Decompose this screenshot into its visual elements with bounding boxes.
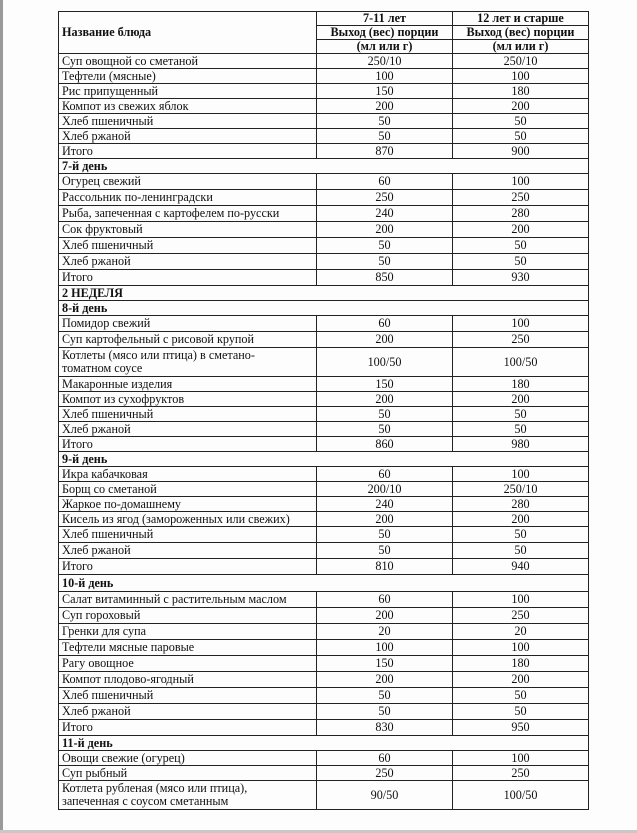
unit-header-1: (мл или г): [317, 40, 453, 54]
table-row: [59, 640, 589, 656]
portion-7-11: 50: [317, 543, 453, 559]
table-row: [59, 407, 589, 422]
table-row: [59, 608, 589, 624]
portion-12-plus: 50: [453, 254, 589, 270]
portion-7-11: 50: [317, 238, 453, 254]
table-row: [59, 392, 589, 407]
portion-12-plus: 100: [453, 751, 589, 766]
dish-name: Тефтели (мясные): [59, 69, 317, 84]
portion-7-11: 100: [317, 69, 453, 84]
portion-7-11: 50: [317, 688, 453, 704]
portion-7-11: 50: [317, 422, 453, 437]
dish-name: Хлеб пшеничный: [59, 114, 317, 129]
total-row: [59, 437, 589, 452]
portion-12-plus: 20: [453, 624, 589, 640]
header-row: [59, 12, 589, 26]
table-row: [59, 781, 589, 810]
portion-12-plus: 180: [453, 377, 589, 392]
portion-12-plus: 250: [453, 608, 589, 624]
portion-7-11: 200: [317, 392, 453, 407]
day-title: 9-й день: [59, 452, 589, 467]
day-title: 8-й день: [59, 301, 589, 316]
dish-name-line-2: запеченная с соусом сметанным: [62, 794, 229, 808]
total-row: [59, 720, 589, 736]
dish-name: Компот плодово-ягодный: [59, 672, 317, 688]
table-row: [59, 69, 589, 84]
total-7-11: 810: [317, 559, 453, 575]
portion-12-plus: 250: [453, 332, 589, 348]
portion-12-plus: 280: [453, 206, 589, 222]
portion-12-plus: 50: [453, 129, 589, 144]
dish-name: Огурец свежий: [59, 174, 317, 190]
portion-12-plus: 50: [453, 422, 589, 437]
table-row: [59, 238, 589, 254]
total-12-plus: 980: [453, 437, 589, 452]
section-row: [59, 286, 589, 301]
portion-7-11: 250/10: [317, 54, 453, 69]
dish-name: Рыба, запеченная с картофелем по-русски: [59, 206, 317, 222]
dish-name: Салат витаминный с растительным маслом: [59, 592, 317, 608]
dish-name: Суп рыбный: [59, 766, 317, 781]
portion-12-plus: 200: [453, 392, 589, 407]
dish-name: Компот из свежих яблок: [59, 99, 317, 114]
dish-name: Жаркое по-домашнему: [59, 497, 317, 512]
total-label: Итого: [59, 559, 317, 575]
menu-table: [58, 11, 589, 810]
table-row: [59, 99, 589, 114]
portion-7-11: 200: [317, 222, 453, 238]
portion-7-11: 200: [317, 608, 453, 624]
table-row: [59, 751, 589, 766]
portion-header-2: Выход (вес) порции: [453, 26, 589, 40]
dish-name-line-1: Котлета рубленая (мясо или птица),: [62, 781, 248, 795]
total-label: Итого: [59, 437, 317, 452]
week-title: 2 НЕДЕЛЯ: [59, 286, 589, 301]
dish-name: Тефтели мясные паровые: [59, 640, 317, 656]
dish-name: Хлеб пшеничный: [59, 407, 317, 422]
dish-name: Хлеб ржаной: [59, 704, 317, 720]
portion-12-plus: 280: [453, 497, 589, 512]
dish-name: Суп овощной со сметаной: [59, 54, 317, 69]
day-title: 10-й день: [59, 575, 589, 592]
total-row: [59, 559, 589, 575]
unit-header-2: (мл или г): [453, 40, 589, 54]
portion-7-11: 60: [317, 467, 453, 482]
total-7-11: 850: [317, 270, 453, 286]
dish-name-line-1: Котлеты (мясо или птица) в сметано-: [62, 348, 255, 362]
portion-7-11: 20: [317, 624, 453, 640]
portion-7-11: 150: [317, 656, 453, 672]
portion-7-11: 50: [317, 254, 453, 270]
age-group-2-header: 12 лет и старше: [453, 12, 589, 26]
portion-12-plus: 50: [453, 407, 589, 422]
table-row: [59, 54, 589, 69]
portion-7-11: 150: [317, 84, 453, 99]
section-row: [59, 301, 589, 316]
table-row: [59, 254, 589, 270]
portion-12-plus: 200: [453, 99, 589, 114]
portion-7-11: 200: [317, 332, 453, 348]
portion-12-plus: 100/50: [453, 348, 589, 377]
portion-12-plus: 250: [453, 190, 589, 206]
dish-name: Рис припущенный: [59, 84, 317, 99]
portion-12-plus: 50: [453, 543, 589, 559]
portion-7-11: 240: [317, 206, 453, 222]
age-group-1-header: 7-11 лет: [317, 12, 453, 26]
table-row: [59, 656, 589, 672]
table-row: [59, 766, 589, 781]
table-row: [59, 84, 589, 99]
portion-7-11: 50: [317, 527, 453, 543]
dish-name: Рассольник по-ленинградски: [59, 190, 317, 206]
table-row: [59, 704, 589, 720]
total-row: [59, 144, 589, 159]
dish-name: Рагу овощное: [59, 656, 317, 672]
total-row: [59, 270, 589, 286]
section-row: [59, 575, 589, 592]
day-title: 11-й день: [59, 736, 589, 751]
portion-12-plus: 250/10: [453, 482, 589, 497]
table-row: [59, 467, 589, 482]
dish-name: Хлеб ржаной: [59, 254, 317, 270]
page-left-edge: [0, 0, 3, 833]
portion-7-11: 60: [317, 751, 453, 766]
dish-name: Овощи свежие (огурец): [59, 751, 317, 766]
portion-7-11: 50: [317, 407, 453, 422]
total-12-plus: 900: [453, 144, 589, 159]
portion-7-11: 150: [317, 377, 453, 392]
dish-name: Макаронные изделия: [59, 377, 317, 392]
dish-name: Суп гороховый: [59, 608, 317, 624]
portion-7-11: 250: [317, 766, 453, 781]
table-row: [59, 174, 589, 190]
portion-7-11: 200: [317, 512, 453, 527]
portion-12-plus: 50: [453, 238, 589, 254]
portion-7-11: 90/50: [317, 781, 453, 810]
portion-12-plus: 50: [453, 527, 589, 543]
portion-12-plus: 100/50: [453, 781, 589, 810]
portion-12-plus: 50: [453, 114, 589, 129]
portion-12-plus: 200: [453, 672, 589, 688]
table-row: [59, 206, 589, 222]
portion-12-plus: 100: [453, 316, 589, 332]
dish-name: Борщ со сметаной: [59, 482, 317, 497]
dish-name: Сок фруктовый: [59, 222, 317, 238]
day-title: 7-й день: [59, 159, 589, 174]
table-row: [59, 482, 589, 497]
table-row: [59, 527, 589, 543]
total-7-11: 860: [317, 437, 453, 452]
total-label: Итого: [59, 270, 317, 286]
table-row: [59, 543, 589, 559]
total-12-plus: 950: [453, 720, 589, 736]
portion-12-plus: 100: [453, 467, 589, 482]
portion-12-plus: 100: [453, 640, 589, 656]
portion-12-plus: 200: [453, 512, 589, 527]
portion-12-plus: 50: [453, 704, 589, 720]
table-row: [59, 222, 589, 238]
dish-name: Икра кабачковая: [59, 467, 317, 482]
portion-7-11: 50: [317, 114, 453, 129]
dish-name: Суп картофельный с рисовой крупой: [59, 332, 317, 348]
portion-7-11: 50: [317, 704, 453, 720]
dish-name-header: Название блюда: [59, 12, 317, 54]
table-row: [59, 377, 589, 392]
portion-12-plus: 200: [453, 222, 589, 238]
total-label: Итого: [59, 720, 317, 736]
table-row: [59, 422, 589, 437]
table-row: [59, 114, 589, 129]
portion-header-1: Выход (вес) порции: [317, 26, 453, 40]
portion-12-plus: 180: [453, 84, 589, 99]
dish-name: Компот из сухофруктов: [59, 392, 317, 407]
portion-12-plus: 180: [453, 656, 589, 672]
section-row: [59, 159, 589, 174]
table-row: [59, 316, 589, 332]
portion-12-plus: 250: [453, 766, 589, 781]
table-row: [59, 497, 589, 512]
dish-name: [59, 781, 317, 810]
portion-12-plus: 100: [453, 592, 589, 608]
table-row: [59, 190, 589, 206]
portion-7-11: 60: [317, 592, 453, 608]
table-row: [59, 348, 589, 377]
total-12-plus: 940: [453, 559, 589, 575]
table-row: [59, 129, 589, 144]
table-row: [59, 688, 589, 704]
portion-7-11: 100/50: [317, 348, 453, 377]
table-row: [59, 672, 589, 688]
section-row: [59, 736, 589, 751]
dish-name: Хлеб ржаной: [59, 543, 317, 559]
dish-name: Помидор свежий: [59, 316, 317, 332]
portion-12-plus: 50: [453, 688, 589, 704]
portion-7-11: 250: [317, 190, 453, 206]
total-label: Итого: [59, 144, 317, 159]
table-row: [59, 592, 589, 608]
portion-12-plus: 100: [453, 174, 589, 190]
table-row: [59, 512, 589, 527]
total-7-11: 870: [317, 144, 453, 159]
portion-7-11: 200: [317, 99, 453, 114]
portion-7-11: 200/10: [317, 482, 453, 497]
section-row: [59, 452, 589, 467]
dish-name: Хлеб пшеничный: [59, 238, 317, 254]
dish-name: Гренки для супа: [59, 624, 317, 640]
portion-7-11: 200: [317, 672, 453, 688]
portion-7-11: 240: [317, 497, 453, 512]
portion-7-11: 60: [317, 316, 453, 332]
portion-7-11: 100: [317, 640, 453, 656]
total-12-plus: 930: [453, 270, 589, 286]
portion-12-plus: 250/10: [453, 54, 589, 69]
portion-7-11: 50: [317, 129, 453, 144]
total-7-11: 830: [317, 720, 453, 736]
table-row: [59, 332, 589, 348]
dish-name-line-2: томатном соусе: [62, 361, 143, 375]
dish-name: Хлеб пшеничный: [59, 527, 317, 543]
portion-12-plus: 100: [453, 69, 589, 84]
portion-7-11: 60: [317, 174, 453, 190]
table-row: [59, 624, 589, 640]
dish-name: Хлеб ржаной: [59, 129, 317, 144]
dish-name: Кисель из ягод (замороженных или свежих): [59, 512, 317, 527]
dish-name: [59, 348, 317, 377]
dish-name: Хлеб пшеничный: [59, 688, 317, 704]
dish-name: Хлеб ржаной: [59, 422, 317, 437]
